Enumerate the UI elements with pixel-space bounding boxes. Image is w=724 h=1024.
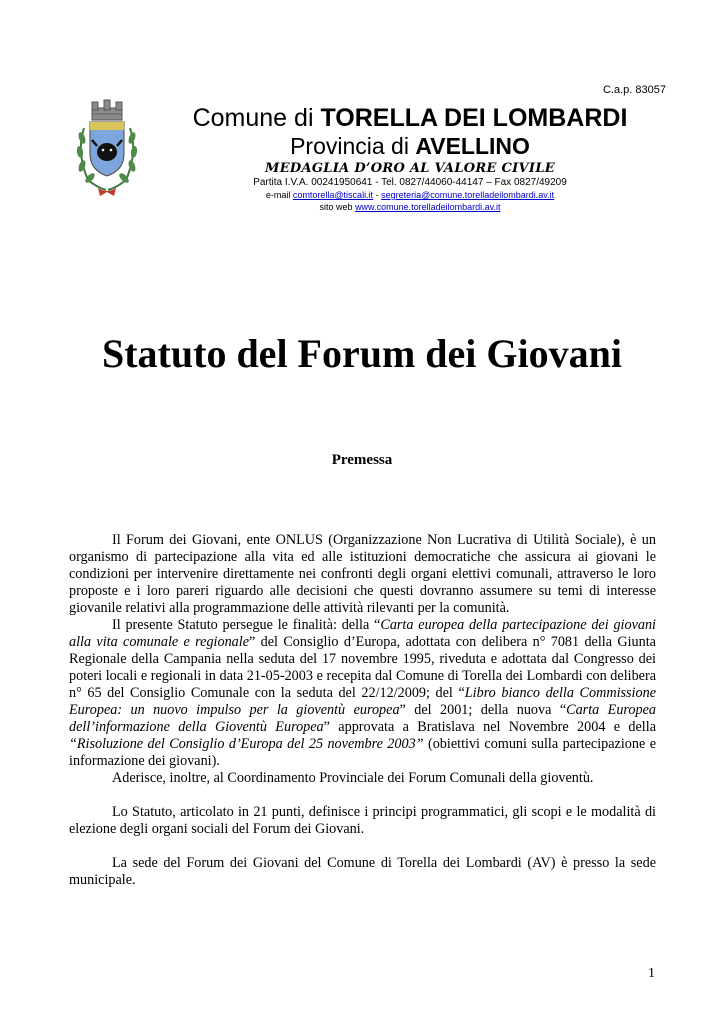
email-line	[150, 189, 670, 201]
p2-text-e: ” del 2001; della nuova “	[399, 702, 567, 718]
coat-of-arms-emblem	[70, 96, 144, 198]
p2-text-i: (obiettivi comuni sulla partecipazione e informazione dei giovani).	[69, 736, 656, 769]
paragraph-4: Lo Statuto, articolato in 21 punti, definisce i principi programmatici, gli scopi e le modalità di elezione degli organi sociali del Forum dei Giovani.	[69, 804, 656, 837]
p2-italic-carta-europea: Carta europea della partecipazione dei giovani alla vita comunale e regionale	[69, 617, 656, 650]
comune-name: TORELLA DEI LOMBARDI	[320, 104, 628, 132]
website-label: sito web	[319, 202, 353, 212]
document-title: Statuto del Forum dei Giovani	[101, 331, 623, 376]
email-link-1[interactable]: comtorella@tiscali.it	[292, 190, 374, 200]
section-heading: Premessa	[331, 452, 393, 468]
provincia-prefix: Provincia di	[290, 133, 409, 159]
email-separator: -	[373, 190, 382, 200]
p2-italic-carta-informazione: Carta Europea dell’informazione della Gioventù Europea	[69, 702, 656, 735]
partita-iva-line: Partita I.V.A. 00241950641 - Tel. 0827/44060-44147 – Fax 0827/49209	[253, 177, 567, 188]
paragraph-3: Aderisce, inoltre, al Coordinamento Provinciale dei Forum Comunali della gioventù.	[112, 770, 594, 786]
medaglia-line: MEDAGLIA D’ORO AL VALORE CIVILE	[265, 161, 555, 176]
email-link-2[interactable]: segreteria@comune.torelladeilombardi.av.it	[381, 190, 555, 200]
letterhead	[150, 104, 670, 213]
website-line	[150, 201, 670, 213]
email-label: e-mail	[265, 190, 291, 200]
p2-text-g: ” approvata a Bratislava nel Novembre 2004 e della	[323, 719, 656, 735]
website-link[interactable]: www.comune.torelladeilombardi.av.it	[355, 202, 501, 212]
cap-text: C.a.p. 83057	[603, 84, 666, 96]
p2-italic-risoluzione: “Risoluzione del Consiglio d’Europa del 25 novembre 2003”	[69, 736, 424, 752]
provincia-name: AVELLINO	[415, 133, 530, 159]
p2-text-a: Il presente Statuto persegue le finalità: della “	[112, 617, 381, 633]
comune-heading	[150, 104, 670, 132]
comune-prefix: Comune di	[192, 104, 314, 132]
body-text	[69, 532, 656, 889]
p2-italic-libro-bianco: Libro bianco della Commissione Europea: un nuovo impulso per la gioventù europea	[69, 685, 656, 718]
paragraph-1: Il Forum dei Giovani, ente ONLUS (Organizzazione Non Lucrativa di Utilità Sociale), è un organismo di partecipazione alla vita ed alle istituzioni democratiche che assicura ai giovani le condizioni per intervenire direttamente nei confronti degli organi elettivi comunali, attraverso le loro proposte e i loro pareri riguardo alle decisioni che questi dovranno assumere su temi di interesse giovanile relativi alla programmazione delle attività rilevanti per la comunità.	[69, 532, 656, 616]
provincia-heading	[150, 132, 670, 160]
page-number: 1	[648, 966, 655, 981]
p2-text-c: ” del Consiglio d’Europa, adottata con delibera n° 7081 della Giunta Regionale della Campania nella seduta del 17 novembre 1995, riveduta e adottata dal Congresso dei poteri locali e regionali in data 21-05-2003 e recepita dal Comune di Torella dei Lombardi con delibera n° 65 del Consiglio Comunale con la seduta del 22/12/2009; del “	[69, 634, 656, 701]
paragraph-5: La sede del Forum dei Giovani del Comune di Torella dei Lombardi (AV) è presso la sede municipale.	[69, 855, 656, 888]
paragraph-2	[69, 617, 656, 770]
